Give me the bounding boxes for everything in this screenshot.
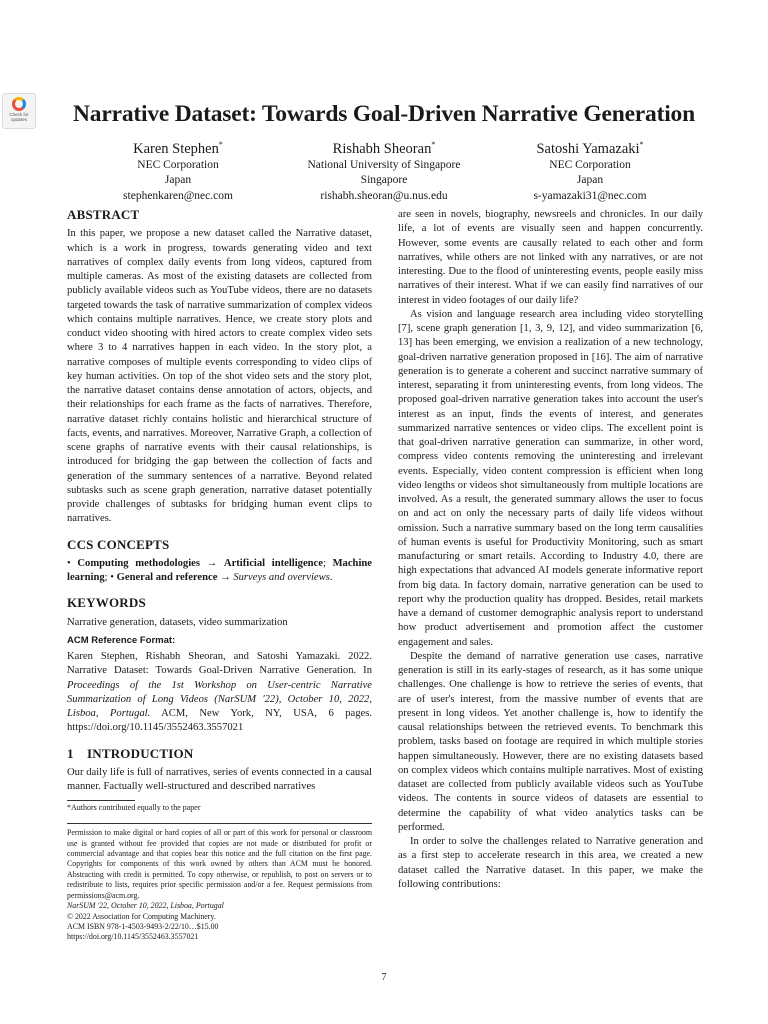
paper-title: Narrative Dataset: Towards Goal-Driven Narrative Generation — [73, 101, 695, 127]
author-organization: NEC Corporation — [137, 158, 219, 171]
author-mark: * — [218, 140, 223, 149]
keywords-heading: KEYWORDS — [67, 595, 146, 611]
author-email[interactable]: rishabh.sheoran@u.nus.edu — [320, 189, 448, 202]
author-name: Karen Stephen — [133, 140, 219, 157]
acm-reference-text: Karen Stephen, Rishabh Sheoran, and Satoshi Yamazaki. 2022. Narrative Dataset: Towards Goal-Driven Narrative Generation. In Proceedings of the 1st Workshop on User-centric Narrative Summarization of Long Videos (NarSUM '22), October 10, 2022, Lisboa, Portugal. ACM, New York, NY, USA, 6 pages. https://doi.org/10.1145/3552463.3557021 — [67, 651, 373, 734]
author-country: Singapore — [360, 174, 408, 187]
page-number: 7 — [381, 972, 387, 983]
author-mark: * — [639, 140, 644, 149]
intro-paragraph-3: Despite the demand of narrative generation use cases, narrative generation is still in its early-stages of research, as it has some unique challenges. One challenge is how to retrieve the series of events, that are of user's interest, from the massive number of events that are present in long videos. Yet another challenge is, how to identify the causal relationships between the retrieved events. To benchmark this problem, tasks based on footage are required in which multiple stories happen simultaneously. However, there are no existing datasets based on complex videos which contains multiple narratives. Most of existing dataset are collected from publicly available videos such as YouTube videos. The contents in source videos of datasets are essential to determine the capability of what video analytics tasks can be performed. — [398, 650, 703, 833]
keywords-text: Narrative generation, datasets, video summarization — [67, 616, 288, 628]
permission-notice: Permission to make digital or hard copies of all or part of this work for personal or classroom use is granted without fee provided that copies are not made or distributed for profit or commercial advantage and that copies bear this notice and the full citation on the first page. Copyrights for components of this work owned by others than ACM must be honored. Abstracting with credit is permitted. To copy otherwise, or republish, to post on servers or to redistribute to lists, requires prior specific permission and/or a fee. Request permissions from permissions@acm.org. — [67, 828, 372, 900]
author-name: Satoshi Yamazaki — [536, 140, 640, 157]
ccs-item: Artificial intelligence — [223, 557, 323, 569]
ccs-item: Machine learning — [67, 557, 372, 583]
badge-label-line1: Check for — [9, 112, 29, 117]
venue-line: NarSUM '22, October 10, 2022, Lisboa, Portugal — [67, 901, 224, 911]
author-mark: * — [431, 140, 436, 149]
doi-link[interactable]: https://doi.org/10.1145/3552463.3557021 — [67, 932, 199, 942]
author-email[interactable]: s-yamazaki31@nec.com — [533, 189, 647, 202]
left-column — [67, 208, 372, 943]
badge-label-line2: updates — [10, 117, 27, 122]
intro-paragraph-1-start: Our daily life is full of narratives, series of events connected in a causal manner. Factually well-structured and described narratives — [67, 766, 372, 792]
intro-paragraph-1-end: are seen in novels, biography, newsreels and chronicles. In our daily life, a lot of events are visually seen and happen concurrently. However, some events are causally related to each other and form narratives, while others are not linked with any narratives, or are not interesting. Due to the flood of uninteresting events, people easily miss narratives of their interest. What if we can easily find narratives of our interest in video footages of our daily life? — [398, 209, 703, 306]
permission-divider — [67, 823, 372, 824]
author-block-3 — [465, 136, 715, 204]
copyright-line: © 2022 Association for Computing Machinery. — [67, 911, 216, 921]
isbn-line: ACM ISBN 978-1-4503-9493-2/22/10…$15.00 — [67, 921, 219, 931]
ccs-concepts: • Computing methodologies → Artificial intelligence; Machine learning; • General and reference → Surveys and overviews. — [67, 557, 372, 583]
introduction-heading: 1 INTRODUCTION — [67, 745, 194, 761]
section-number: 1 — [67, 745, 74, 761]
author-email[interactable]: stephenkaren@nec.com — [123, 189, 233, 202]
abstract-text: In this paper, we propose a new dataset called the Narrative dataset, which is a work in progress, towards generating video and text narratives of complex daily events from long videos, captured from multiple cameras. As most of the existing datasets are collected from publicly available videos such as YouTube videos, there are no datasets targeted towards the task of narrative summarization of complex videos which contains multiple narratives. Hence, we create story plots and conduct video shooting with hired actors to create complex video sets where 3 to 4 narratives happen in each video. In the story plot, a narrative composes of multiple events corresponding to video clips of key human activities. On top of the shot video sets and the story plot, the narrative dataset contains dense annotation of actors, objects, and their relationships for each frame as the facts of narratives. Therefore, narrative dataset richly contains holistic and hierarchical structure of facts, events, and narratives. Moreover, Narrative Graph, a collection of scene graphs of narrative events with their causal relationships, is introduced for bridging the gap between the collection of facts and generation of the summary sentences of a narrative. Beyond related subtasks such as scene graph generation, narrative dataset potentially provide challenges of subtasks for bridging human event clips to narratives. — [67, 228, 372, 525]
ccs-item: Surveys and overviews — [233, 572, 330, 583]
ccs-item: Computing methodologies — [77, 557, 200, 569]
author-organization: NEC Corporation — [549, 158, 631, 171]
ccs-heading: CCS CONCEPTS — [67, 536, 170, 552]
author-footnote: *Authors contributed equally to the paper — [67, 803, 201, 813]
acm-reference-heading: ACM Reference Format: — [67, 634, 176, 646]
intro-paragraph-4: In order to solve the challenges related to Narrative generation and as a first step to accelerate research in this area, we created a new dataset called the Narrative dataset. In this paper, we make the following contributions: — [398, 836, 703, 890]
author-organization: National University of Singapore — [307, 158, 461, 171]
intro-paragraph-2: As vision and language research area including video storytelling [7], scene graph generation [1, 3, 9, 12], and video summarization [6, 13] has been emerging, we envision a realization of a new technology, goal-driven narrative generation proposed in [16]. The aim of narrative generation is to generate a coherent and succinct narrative summary of interest, separating it from uninteresting events, from long videos. The proposed goal-driven narrative generation takes into account the user's interest as an input, finds the events of interest, and generates summarized narrative sentences or video clips. The excellent point is that goal-driven narrative generation can summarize, in other word, compress video contents removing the uninteresting and irrelevant events. Especially, video content compression is efficient when long video lengths or videos shot simultaneously from multiple locations are involved. As a result, the generated summary allows the user to focus on and act on only the necessary parts of daily life videos without omission. Such a narrative summary based on the long term causalities of human events is useful for Productivity Monitoring, such as smart manufacturing or smart retails. According to Industry 4.0, there are high expectations that advanced AI models generate informative report from big data. In factory domain, narrative generation can be used to report why the production quality has dropped. Besides, retail markets have a demand of customer demographic analysis report to understand how product advertisement and promotion affect the customer engagement and sales. — [398, 308, 703, 648]
abstract-heading: ABSTRACT — [67, 207, 140, 222]
ccs-item: General and reference — [116, 572, 218, 583]
author-country: Japan — [164, 174, 192, 187]
footnote-divider — [67, 800, 135, 801]
right-column — [398, 208, 703, 892]
author-name: Rishabh Sheoran — [332, 140, 432, 157]
author-country: Japan — [576, 174, 604, 187]
